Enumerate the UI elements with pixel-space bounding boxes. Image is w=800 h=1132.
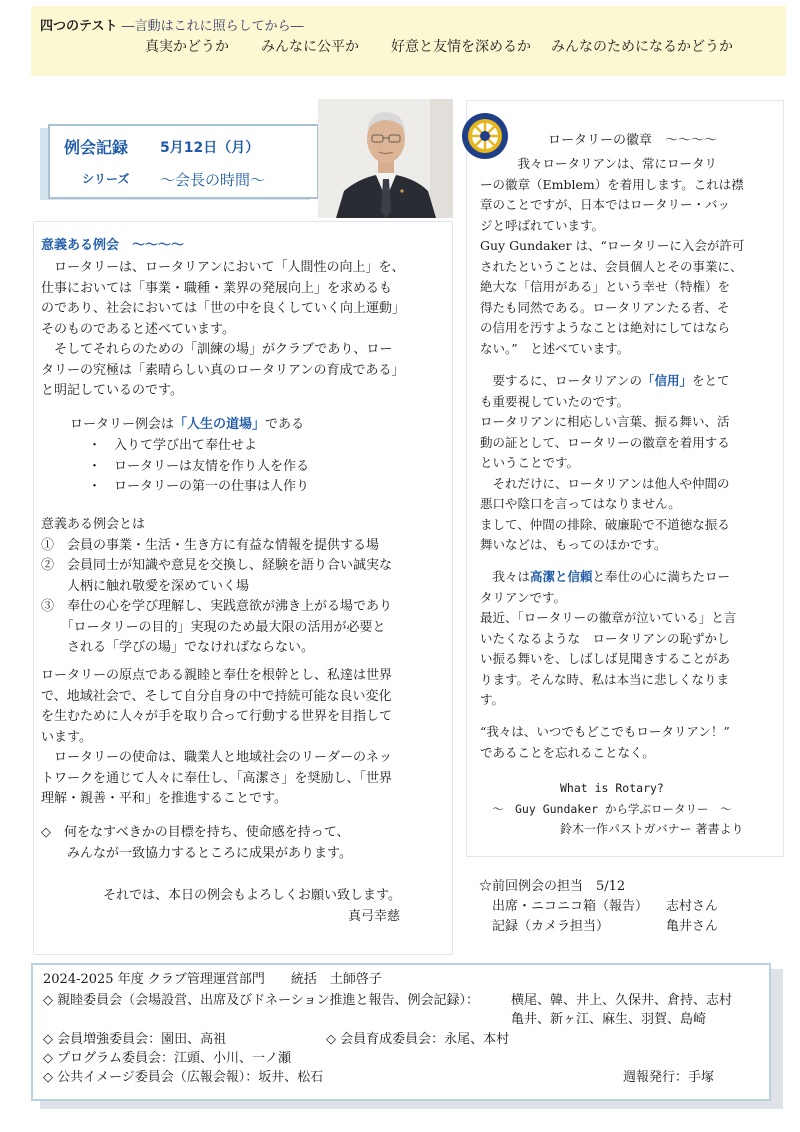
text-line: い振る舞いを、しばしば見聞きすることがあ — [480, 651, 731, 666]
meaning-list — [41, 515, 392, 659]
text-line: 理解・親善・平和」を推進することです。 — [41, 791, 287, 806]
portrait-image — [318, 99, 453, 218]
bulletin-publisher: 週報発行：手塚 — [623, 1070, 715, 1085]
banner-label: 四つのテスト — [40, 19, 118, 34]
program-committee: ◇ プログラム委員会：江頭、小川、一ノ瀬 — [43, 1051, 292, 1066]
integrity-post: と奉仕の心に満ちたロー — [592, 569, 731, 584]
text-line: ロータリーは、ロータリアンにおいて「人間性の向上」を、 — [41, 260, 405, 275]
text-line: まして、仲間の排除、破廉恥で不道徳な振る — [480, 516, 730, 532]
duty-name: 亀井さん — [666, 919, 719, 934]
text-line: ジと呼ばれています。 — [480, 217, 605, 233]
text-line: ーの徽章（Emblem）を着用します。これは襟 — [480, 176, 744, 192]
text-line: タリアンです。 — [480, 589, 567, 605]
text-line: も重要視していたのです。 — [480, 393, 630, 409]
series-title: ～会長の時間～ — [160, 171, 266, 189]
bullet-item: ・ ロータリーの第一の仕事は人作り — [88, 479, 310, 494]
meaning-item: 人柄に触れ敬愛を深めていく場 — [41, 578, 250, 594]
text-line: の信用を汚すようなことは絶対にしてはなら — [480, 320, 731, 335]
membership-growth-committee: ◇ 会員増強委員会：園田、高祖 — [43, 1032, 227, 1047]
source-subtitle: ～ Guy Gundaker から学ぶロータリー ～ — [492, 802, 732, 816]
text-line: と明記しているのです。 — [41, 383, 183, 398]
text-line: のであり、社会においては「世の中を良くしていく向上運動」 — [41, 301, 406, 316]
duty-name: 志村さん — [666, 899, 719, 914]
text-line: ロータリアンに相応しい言葉、振る舞い、活 — [480, 414, 730, 429]
meaning-item: ① 会員の事業・生活・生き方に有益な情報を提供する場 — [41, 537, 380, 553]
record-box — [48, 124, 319, 199]
president-photo — [318, 99, 453, 218]
dojo-pre: ロータリー例会は — [70, 417, 175, 432]
emblem-paragraph-3 — [480, 567, 736, 711]
meaning-item: ③ 奉仕の心を学び理解し、実践意欲が沸き上がる場であり — [41, 599, 393, 614]
duty-role: 記録（カメラ担当） — [492, 919, 610, 934]
test-4: みんなのためになるかどうか — [551, 39, 733, 55]
text-line: 我々ロータリアンは、常にロータリ — [480, 156, 718, 171]
meaning-item: される「学びの場」でなければならない。 — [41, 640, 315, 655]
membership-development-committee: ◇ 会員育成委員会：永尾、本村 — [326, 1032, 510, 1047]
text-line: トワークを通じて人々に奉仕し、「高潔さ」を奨励し、「世界 — [41, 770, 393, 786]
banner-header — [40, 15, 304, 34]
text-line: ということです。 — [480, 455, 580, 470]
dojo-line — [70, 415, 304, 436]
text-line: “我々は、いつでもどこでもロータリアン！” — [480, 724, 730, 739]
meaning-item: 「ロータリーの目的」実現のため最大限の活用が必要と — [41, 619, 386, 635]
source-title: What is Rotary? — [560, 781, 664, 795]
text-line: されたということは、会員個人とその事業に、 — [480, 258, 743, 274]
record-title: 例会記録 — [64, 138, 129, 157]
emblem-paragraph-2 — [480, 371, 730, 556]
motto-bullets — [88, 436, 309, 498]
rotary-wheel-icon — [461, 112, 509, 160]
trust-line — [480, 371, 730, 392]
duty-role: 出席・ニコニコ箱（報告） — [492, 899, 649, 914]
text-line: で、地域社会で、そして自分自身の中で持続可能な良い変化 — [41, 688, 392, 704]
text-line: そしてそれらのための「訓練の場」がクラブであり、ロー — [41, 342, 393, 357]
test-1: 真実かどうか — [145, 39, 229, 55]
committee-box — [31, 963, 771, 1101]
text-line: 最近、「ロータリーの徽章が泣いている」と言 — [480, 610, 737, 625]
emblem-paragraph-4 — [480, 722, 730, 763]
four-tests — [31, 36, 786, 56]
committee-header: 2024-2025 年度 クラブ管理運営部門 統括 土師啓子 — [43, 972, 382, 987]
text-line: ない。” と述べています。 — [480, 340, 630, 356]
closing-line: それでは、本日の例会もよろしくお願い致します。 — [103, 888, 401, 903]
emblem-title: ロータリーの徽章 ～～～～ — [548, 133, 718, 148]
author-name: 真弓幸慈 — [348, 909, 401, 924]
four-way-test-banner — [31, 6, 786, 76]
article-paragraph-2 — [41, 666, 392, 810]
trust-highlight: 「信用」 — [642, 373, 693, 388]
dojo-post: である — [265, 417, 305, 432]
text-line: いたくなるような ロータリアンの恥ずかし — [480, 630, 730, 646]
text-line: す。 — [480, 692, 505, 707]
text-line: 舞いなどは、もってのほかです。 — [480, 537, 667, 552]
article-paragraph-1 — [41, 258, 405, 402]
text-line: ロータリーの使命は、職業人と地域社会のリーダーのネッ — [41, 750, 393, 765]
text-line: います。 — [41, 729, 92, 745]
series-label: シリーズ — [82, 172, 130, 186]
text-line: みんなが一致協力するところに成果があります。 — [41, 845, 352, 861]
meaning-item: ② 会員同士が知識や意見を交換し、経験を語り合い誠実な — [41, 558, 393, 573]
text-line: ります。そんな時、私は本当に悲しくなりま — [480, 671, 730, 687]
trust-pre: 要するに、ロータリアンの — [480, 373, 643, 388]
text-line: 章のことですが、日本ではロータリー・バッ — [480, 197, 731, 212]
integrity-line — [480, 567, 736, 588]
fellowship-members-1: 横尾、韓、井上、久保井、倉持、志村 — [511, 993, 733, 1008]
trust-post: をとて — [692, 373, 730, 388]
article-heading: 意義ある例会 ～～～～ — [41, 238, 185, 253]
text-line: ◇ 何をなすべきかの目標を持ち、使命感を持って、 — [41, 825, 350, 840]
public-image-committee: ◇ 公共イメージ委員会（広報会報）：坂井、松石 — [43, 1070, 324, 1085]
text-line: ロータリーの原点である親睦と奉仕を根幹とし、私達は世界 — [41, 668, 393, 683]
meaning-title: 意義ある例会とは — [41, 517, 146, 532]
text-line: そのものであると述べています。 — [41, 321, 235, 337]
text-line: 仕事においては「事業・職種・業界の発展向上」を求めるも — [41, 280, 393, 296]
text-line: Guy Gundaker は、“ロータリーに入会が許可 — [480, 238, 745, 253]
source-credit: 鈴木一作パストガバナー 著書より — [560, 822, 744, 836]
record-date: 5月12日（月） — [160, 140, 260, 156]
bullet-item: ・ ロータリーは友情を作り人を作る — [88, 458, 310, 474]
fellowship-committee: ◇ 親睦委員会（会場設営、出席及びドネーション推進と報告、例会記録）： — [43, 993, 479, 1008]
integrity-pre: 我々は — [480, 569, 531, 584]
banner-motto: ―言動はこれに照らしてから― — [121, 19, 304, 34]
integrity-highlight: 高潔と信頼 — [530, 569, 593, 584]
text-line: 動の証として、ロータリーの徽章を着用する — [480, 434, 730, 450]
text-line: 絶大な「信用がある」という幸せ（特権）を — [480, 279, 731, 294]
text-line: タリーの究極は「素晴らしい真のロータリアンの育成である」 — [41, 362, 405, 378]
fellowship-members-2: 亀井、新ヶ江、麻生、羽賀、島崎 — [511, 1012, 707, 1027]
article-paragraph-3 — [41, 823, 352, 864]
text-line: を生むために人々が手を取り合って行動する世界を目指して — [41, 709, 393, 724]
dojo-highlight: 「人生の道場」 — [174, 417, 266, 432]
text-line: それだけに、ロータリアンは他人や仲間の — [480, 475, 730, 491]
text-line: 得たも同然である。ロータリアンたる者、そ — [480, 299, 730, 315]
emblem-paragraph-1 — [480, 154, 744, 359]
text-line: 悪口や陰口を言ってはなりません。 — [480, 496, 681, 511]
test-3: 好意と友情を深めるか — [391, 39, 531, 55]
text-line: であることを忘れることなく。 — [480, 744, 655, 760]
bullet-item: ・ 入りて学び出て奉仕せよ — [88, 438, 258, 453]
test-2: みんなに公平か — [261, 39, 359, 55]
